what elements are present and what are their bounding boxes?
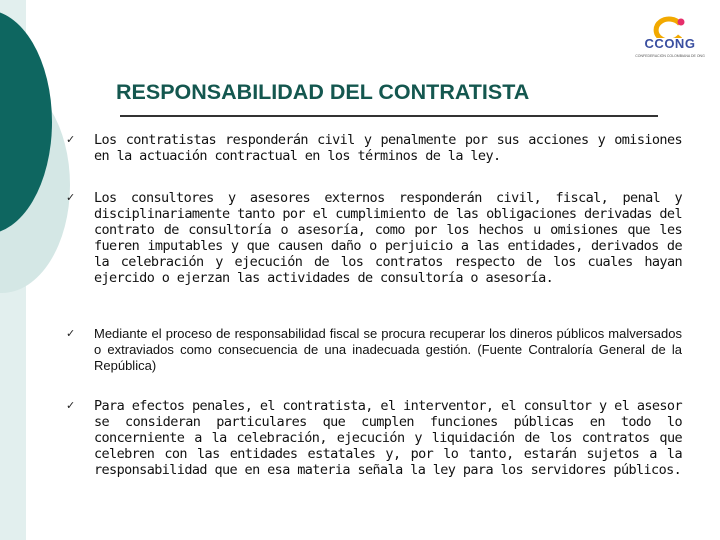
checkmark-icon: ✓ (66, 191, 76, 204)
checkmark-icon: ✓ (66, 327, 76, 340)
ccong-logo-icon (650, 16, 690, 38)
bullet-item-2: Los consultores y asesores externos responderán civil, fiscal, penal y disciplinariamente tanto por el cumplimiento de las obligaciones derivadas del contrato de consultoría o asesoría, como por los hechos u omisiones que les fueren imputables y que causen daño o perjuicio a las entidades, derivados de la celebración y ejecución de los contratos respecto de los cuales hayan ejercido o ejerzan las actividades de consultoría o asesoría. (94, 190, 682, 286)
bullet-item-4: Para efectos penales, el contratista, el interventor, el consultor y el asesor se consideran particulares que cumplen funciones públicas en todo lo concerniente a la celebración, ejecución y liquidación de los contratos que celebren con las entidades estatales y, por lo tanto, estarán sujetos a la responsabilidad que en esa materia señala la ley para los servidores públicos. (94, 398, 682, 478)
checkmark-icon: ✓ (66, 133, 76, 146)
title-underline (120, 115, 658, 117)
logo-tagline: CONFEDERACIÓN COLOMBIANA DE ONG (635, 54, 705, 58)
bullet-item-1: Los contratistas responderán civil y penalmente por sus acciones y omisiones en la actuación contractual en los términos de la ley. (94, 132, 682, 164)
ccong-logo (632, 16, 708, 78)
slide-title: RESPONSABILIDAD DEL CONTRATISTA (116, 80, 530, 104)
logo-wordmark: CCONG (644, 36, 696, 51)
decorative-teal-shapes (0, 0, 90, 540)
checkmark-icon: ✓ (66, 399, 76, 412)
bullet-item-3: Mediante el proceso de responsabilidad fiscal se procura recuperar los dineros públicos malversados o extraviados como consecuencia de una inadecuada gestión. (Fuente Contraloría General de la República) (94, 326, 682, 373)
